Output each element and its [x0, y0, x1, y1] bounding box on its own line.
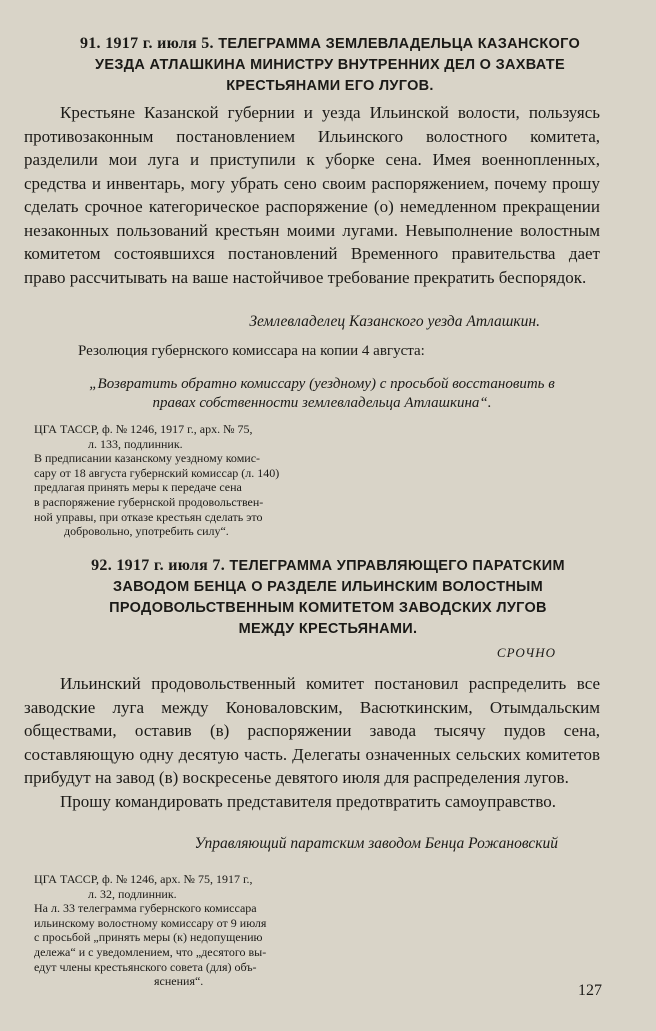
doc92-archive-line: На л. 33 телеграмма губернского комиссара [34, 901, 257, 916]
doc92-title-line4: МЕЖДУ КРЕСТЬЯНАМИ. [238, 621, 418, 637]
doc91-archive-line: ной управы, при отказе крестьян сделать это [34, 509, 263, 524]
doc91-quote-line1: „Возвратить обратно комиссару (уездному) с просьбой восстановить в [89, 376, 555, 392]
doc91-paragraph: Крестьяне Казанской губернии и уезда Ильинской волости, пользуясь противозаконным постановлением Ильинского волостного комитета, разделили мои луга и приступили к уборке сена. Имея военнопленных, средства и инвентарь, могу убрать сено своим распоряжением, почему прошу сделать срочное категорическое распоряжение (о) немедленном прекращении незаконных пользований крестьян моими лугами. Невыполнение волостным комитетом состоявшихся постановлений Временного правительства дает право рассчитывать на ваше настойчивое требование прекратить беспорядок. [24, 103, 600, 287]
doc91-title-line3: КРЕСТЬЯНАМИ ЕГО ЛУГОВ. [226, 78, 434, 94]
doc91-number: 91. [79, 35, 101, 52]
doc92-archive-line: с просьбой „принять меры (к) недопущению [34, 930, 263, 945]
doc92-archive-line: л. 32, подлинник. [88, 886, 177, 901]
doc92-urgent-mark: СРОЧНО [496, 645, 556, 660]
doc92-archive-line: едут члены крестьянского совета (для) объ- [34, 959, 257, 974]
doc91-resolution-quote [24, 375, 620, 413]
doc92-paragraph-1: Ильинский продовольственный комитет постановил распределить все заводские луга между Коноваловским, Васюткинским, Отымдальским обществами, оставив (в) распоряжении завода тысячу пудов сена, составляющую одну десятую часть. Делегаты означенных сельских комитетов прибудут на завод (в) воскресенье девятого июля для распределения лугов. [24, 674, 600, 787]
doc92-text [24, 672, 600, 813]
doc91-text [24, 101, 600, 289]
doc91-archive-line: сару от 18 августа губернский комиссар (л. 140) [34, 465, 280, 480]
doc91-quote-line2: правах собственности землевладельца Атлашкина“. [152, 395, 492, 411]
doc92-title-line3: ПРОДОВОЛЬСТВЕННЫМ КОМИТЕТОМ ЗАВОДСКИХ ЛУГОВ [109, 600, 547, 616]
doc92-date: 1917 г. июля 7. [116, 557, 226, 574]
doc91-resolution: Резолюция губернского комиссара на копии 4 августа: [78, 343, 425, 359]
doc91-archive-line: В предписании казанскому уездному комис- [34, 451, 261, 466]
doc92-archive-line: ильинскому волостному комиссару от 9 июля [34, 915, 267, 930]
doc91-archive-line: ЦГА ТАССР, ф. № 1246, 1917 г., арх. № 75, [34, 422, 253, 436]
page-number: 127 [578, 982, 602, 999]
doc91-archive-line: предлагая принять меры к передаче сена [34, 480, 242, 495]
doc91-archive-line: добровольно, употребить силу“. [64, 524, 229, 539]
doc92-paragraph-2: Прошу командировать представителя предотвратить самоуправство. [60, 791, 556, 811]
doc92-archive-line: ЦГА ТАССР, ф. № 1246, арх. № 75, 1917 г., [34, 872, 253, 886]
doc92-number: 92. [91, 557, 113, 574]
doc91-archive-line: л. 133, подлинник. [88, 436, 183, 451]
doc92-signature: Управляющий паратским заводом Бенца Рожановский [194, 835, 558, 852]
doc92-archive-note [34, 872, 314, 989]
doc92-heading-line1 [30, 555, 626, 577]
doc91-date: 1917 г. июля 5. [105, 35, 214, 52]
doc92-archive-line: дележа“ и с уведомлением, что „десятого вы- [34, 944, 267, 959]
doc92-archive-line: яснения“. [154, 974, 204, 989]
doc91-signature: Землевладелец Казанского уезда Атлашкин. [249, 313, 540, 330]
doc91-heading [30, 33, 630, 97]
doc91-heading-line1 [30, 33, 630, 55]
doc91-title-line1: ТЕЛЕГРАММА ЗЕМЛЕВЛАДЕЛЬЦА КАЗАНСКОГО [218, 36, 581, 52]
doc92-title-line1: ТЕЛЕГРАММА УПРАВЛЯЮЩЕГО ПАРАТСКИМ [229, 558, 565, 574]
doc91-archive-line: в распоряжение губернской продовольствен- [34, 494, 264, 509]
doc91-archive-note [34, 422, 314, 539]
doc92-heading [30, 555, 626, 640]
doc92-title-line2: ЗАВОДОМ БЕНЦА О РАЗДЕЛЕ ИЛЬИНСКИМ ВОЛОСТНЫМ [112, 579, 544, 595]
doc91-title-line2: УЕЗДА АТЛАШКИНА МИНИСТРУ ВНУТРЕННИХ ДЕЛ О ЗАХВАТЕ [95, 57, 565, 73]
